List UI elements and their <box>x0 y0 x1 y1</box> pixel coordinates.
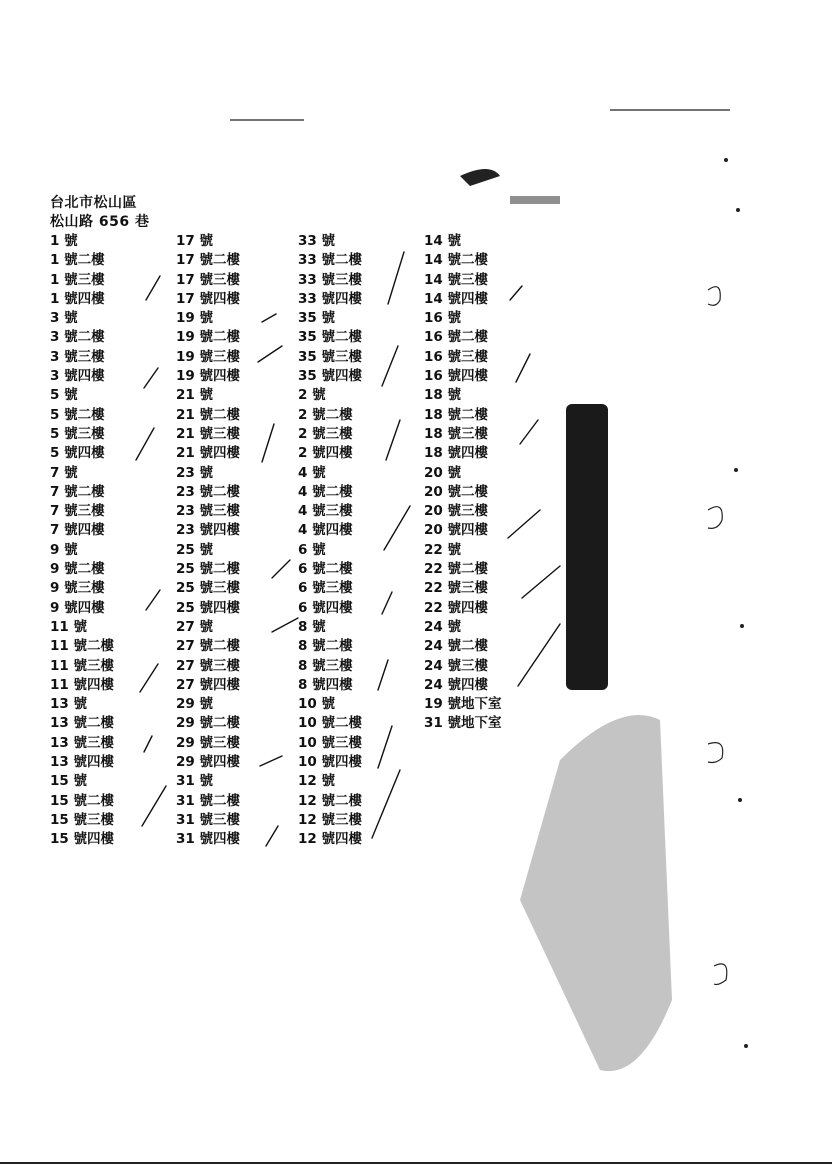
address-entry: 27 號三樓 <box>176 657 240 674</box>
address-entry: 7 號 <box>50 464 78 481</box>
address-entry: 17 號 <box>176 233 213 249</box>
address-entry: 24 號四樓 <box>424 676 488 693</box>
address-entry: 31 號二樓 <box>176 792 240 809</box>
address-entry: 13 號三樓 <box>50 734 114 751</box>
address-entry: 25 號四樓 <box>176 599 240 616</box>
address-entry: 11 號 <box>50 618 87 635</box>
address-entry: 12 號 <box>298 773 335 790</box>
address-entry: 20 號三樓 <box>424 503 488 520</box>
address-entry: 17 號二樓 <box>176 252 240 269</box>
address-entry: 24 號 <box>424 618 461 635</box>
address-entry: 21 號 <box>176 387 213 404</box>
address-entry: 13 號 <box>50 696 87 713</box>
address-entry: 9 號 <box>50 541 78 558</box>
address-entry: 5 號四樓 <box>50 445 105 462</box>
address-entry: 31 號 <box>176 773 213 790</box>
address-entry: 16 號四樓 <box>424 368 488 385</box>
address-entry: 2 號二樓 <box>298 406 353 423</box>
address-entry: 2 號四樓 <box>298 445 353 462</box>
address-entry: 21 號二樓 <box>176 406 240 423</box>
address-entry: 1 號二樓 <box>50 252 105 269</box>
address-entry: 5 號三樓 <box>50 425 105 442</box>
address-entry: 31 號四樓 <box>176 831 240 848</box>
address-entry: 8 號二樓 <box>298 638 353 655</box>
address-entry: 29 號三樓 <box>176 734 240 751</box>
address-entry: 14 號四樓 <box>424 290 488 307</box>
address-entry: 23 號四樓 <box>176 522 240 539</box>
address-entry: 2 號 <box>298 387 326 404</box>
address-entry: 27 號四樓 <box>176 676 240 693</box>
address-entry: 8 號四樓 <box>298 676 353 693</box>
address-entry: 8 號三樓 <box>298 657 353 674</box>
address-entry: 22 號 <box>424 541 461 558</box>
address-entry: 33 號三樓 <box>298 271 362 288</box>
address-entry: 15 號 <box>50 773 87 790</box>
address-entry: 23 號 <box>176 464 213 481</box>
address-entry: 1 號三樓 <box>50 271 105 288</box>
address-entry: 18 號四樓 <box>424 445 488 462</box>
address-entry: 29 號二樓 <box>176 715 240 732</box>
address-entry: 1 號 <box>50 233 78 249</box>
header-city-district: 台北市松山區 <box>50 195 137 211</box>
address-entry: 15 號三樓 <box>50 811 114 828</box>
address-entry: 35 號四樓 <box>298 368 362 385</box>
address-entry: 35 號三樓 <box>298 348 362 365</box>
address-entry: 5 號 <box>50 387 78 404</box>
address-entry: 18 號 <box>424 387 461 404</box>
address-entry: 7 號二樓 <box>50 483 105 500</box>
address-entry: 10 號二樓 <box>298 715 362 732</box>
address-entry: 23 號二樓 <box>176 483 240 500</box>
address-entry: 33 號 <box>298 233 335 249</box>
address-entry: 22 號三樓 <box>424 580 488 597</box>
address-column-2 <box>176 232 240 850</box>
address-entry: 16 號二樓 <box>424 329 488 346</box>
address-entry: 13 號四樓 <box>50 754 114 771</box>
address-entry: 25 號三樓 <box>176 580 240 597</box>
address-entry: 12 號二樓 <box>298 792 362 809</box>
address-entry: 11 號四樓 <box>50 676 114 693</box>
black-redaction-bar <box>566 404 608 690</box>
address-entry: 21 號三樓 <box>176 425 240 442</box>
address-entry: 6 號 <box>298 541 326 558</box>
address-entry: 4 號二樓 <box>298 483 353 500</box>
address-entry: 12 號三樓 <box>298 811 362 828</box>
address-entry: 9 號二樓 <box>50 561 105 578</box>
address-entry: 4 號四樓 <box>298 522 353 539</box>
address-entry: 5 號二樓 <box>50 406 105 423</box>
address-entry: 19 號四樓 <box>176 368 240 385</box>
address-entry: 22 號二樓 <box>424 561 488 578</box>
address-entry: 4 號 <box>298 464 326 481</box>
address-entry: 6 號三樓 <box>298 580 353 597</box>
address-entry: 23 號三樓 <box>176 503 240 520</box>
header-road-lane: 松山路 656 巷 <box>50 214 150 230</box>
address-column-4 <box>424 232 502 734</box>
address-entry: 4 號三樓 <box>298 503 353 520</box>
address-entry: 19 號二樓 <box>176 329 240 346</box>
address-entry: 29 號 <box>176 696 213 713</box>
address-entry: 8 號 <box>298 618 326 635</box>
address-entry: 20 號四樓 <box>424 522 488 539</box>
address-entry: 11 號二樓 <box>50 638 114 655</box>
address-entry: 22 號四樓 <box>424 599 488 616</box>
address-entry: 2 號三樓 <box>298 425 353 442</box>
address-entry: 33 號二樓 <box>298 252 362 269</box>
address-entry: 33 號四樓 <box>298 290 362 307</box>
address-entry: 25 號二樓 <box>176 561 240 578</box>
address-entry: 19 號三樓 <box>176 348 240 365</box>
address-column-3 <box>298 232 362 850</box>
bottom-edge-line <box>0 1162 832 1164</box>
address-entry: 10 號三樓 <box>298 734 362 751</box>
address-entry: 3 號二樓 <box>50 329 105 346</box>
address-entry: 16 號三樓 <box>424 348 488 365</box>
address-entry: 20 號二樓 <box>424 483 488 500</box>
address-entry: 14 號二樓 <box>424 252 488 269</box>
address-entry: 12 號四樓 <box>298 831 362 848</box>
address-entry: 10 號 <box>298 696 335 713</box>
address-entry: 14 號三樓 <box>424 271 488 288</box>
address-entry: 6 號二樓 <box>298 561 353 578</box>
address-entry: 6 號四樓 <box>298 599 353 616</box>
address-entry: 35 號二樓 <box>298 329 362 346</box>
address-entry: 31 號三樓 <box>176 811 240 828</box>
address-entry: 24 號三樓 <box>424 657 488 674</box>
address-entry: 20 號 <box>424 464 461 481</box>
address-entry: 19 號地下室 <box>424 696 502 713</box>
address-entry: 18 號二樓 <box>424 406 488 423</box>
address-entry: 13 號二樓 <box>50 715 114 732</box>
address-entry: 9 號三樓 <box>50 580 105 597</box>
address-entry: 35 號 <box>298 310 335 327</box>
address-entry: 18 號三樓 <box>424 425 488 442</box>
address-entry: 7 號三樓 <box>50 503 105 520</box>
address-entry: 3 號三樓 <box>50 348 105 365</box>
address-entry: 31 號地下室 <box>424 715 502 732</box>
address-entry: 7 號四樓 <box>50 522 105 539</box>
address-entry: 15 號四樓 <box>50 831 114 848</box>
address-entry: 21 號四樓 <box>176 445 240 462</box>
address-entry: 27 號 <box>176 618 213 635</box>
address-entry: 1 號四樓 <box>50 290 105 307</box>
address-header <box>50 194 149 232</box>
address-entry: 9 號四樓 <box>50 599 105 616</box>
address-entry: 19 號 <box>176 310 213 327</box>
address-column-1 <box>50 232 114 850</box>
address-entry: 11 號三樓 <box>50 657 114 674</box>
address-entry: 14 號 <box>424 233 461 249</box>
address-entry: 29 號四樓 <box>176 754 240 771</box>
address-entry: 16 號 <box>424 310 461 327</box>
address-entry: 27 號二樓 <box>176 638 240 655</box>
address-entry: 3 號四樓 <box>50 368 105 385</box>
address-entry: 10 號四樓 <box>298 754 362 771</box>
address-entry: 17 號四樓 <box>176 290 240 307</box>
address-entry: 15 號二樓 <box>50 792 114 809</box>
address-entry: 17 號三樓 <box>176 271 240 288</box>
address-entry: 3 號 <box>50 310 78 327</box>
address-entry: 25 號 <box>176 541 213 558</box>
address-entry: 24 號二樓 <box>424 638 488 655</box>
